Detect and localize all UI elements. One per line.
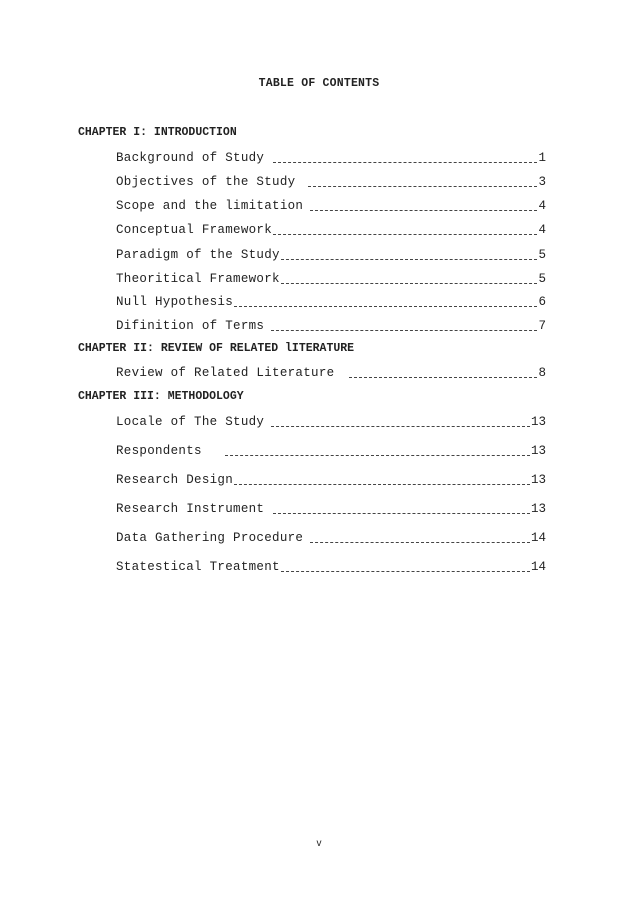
dot-leader bbox=[281, 283, 538, 284]
toc-entry bbox=[116, 443, 546, 459]
toc-entry bbox=[116, 559, 546, 575]
entry-label: Conceptual Framework bbox=[116, 223, 273, 237]
dot-leader bbox=[273, 162, 537, 163]
entry-label: Data Gathering Procedure bbox=[116, 531, 304, 545]
dot-leader bbox=[310, 210, 537, 211]
dot-leader bbox=[234, 484, 530, 485]
entry-label: Null Hypothesis bbox=[116, 295, 234, 309]
toc-entry bbox=[116, 294, 546, 310]
dot-leader bbox=[308, 186, 537, 187]
toc-entry bbox=[116, 472, 546, 488]
entry-label: Theoritical Framework bbox=[116, 272, 280, 286]
dot-leader bbox=[281, 571, 530, 572]
toc-entry bbox=[116, 271, 546, 287]
entry-page: 7 bbox=[538, 319, 546, 333]
entry-page: 13 bbox=[530, 502, 546, 516]
entry-label: Background of Study bbox=[116, 151, 265, 165]
dot-leader bbox=[273, 234, 537, 235]
entry-label: Difinition of Terms bbox=[116, 319, 265, 333]
entry-label: Statestical Treatment bbox=[116, 560, 280, 574]
entry-page: 13 bbox=[530, 415, 546, 429]
entry-page: 6 bbox=[538, 295, 546, 309]
dot-leader bbox=[281, 259, 538, 260]
entry-page: 5 bbox=[538, 248, 546, 262]
toc-entry bbox=[116, 150, 546, 166]
dot-leader bbox=[271, 330, 537, 331]
entry-label: Research Design bbox=[116, 473, 234, 487]
entry-label: Review of Related Literature bbox=[116, 366, 335, 380]
entry-page: 3 bbox=[538, 175, 546, 189]
entry-page: 8 bbox=[538, 366, 546, 380]
chapter-heading-3: CHAPTER III: METHODOLOGY bbox=[78, 390, 244, 403]
toc-title: TABLE OF CONTENTS bbox=[258, 77, 380, 90]
entry-label: Scope and the limitation bbox=[116, 199, 304, 213]
chapter-heading-2: CHAPTER II: REVIEW OF RELATED lITERATURE bbox=[78, 342, 355, 355]
chapter-heading-1: CHAPTER I: INTRODUCTION bbox=[78, 126, 237, 139]
dot-leader bbox=[349, 377, 537, 378]
entry-page: 14 bbox=[530, 560, 546, 574]
dot-leader bbox=[234, 306, 537, 307]
entry-page: 14 bbox=[530, 531, 546, 545]
entry-page: 1 bbox=[538, 151, 546, 165]
entry-label: Research Instrument bbox=[116, 502, 265, 516]
toc-entry bbox=[116, 222, 546, 238]
entry-page: 5 bbox=[538, 272, 546, 286]
toc-entry bbox=[116, 501, 546, 517]
entry-label: Objectives of the Study bbox=[116, 175, 296, 189]
dot-leader bbox=[273, 513, 530, 514]
toc-entry bbox=[116, 198, 546, 214]
dot-leader bbox=[271, 426, 530, 427]
toc-entry bbox=[116, 530, 546, 546]
entry-label: Respondents bbox=[116, 444, 202, 458]
toc-entry bbox=[116, 174, 546, 190]
page-number: v bbox=[316, 838, 322, 849]
dot-leader bbox=[310, 542, 530, 543]
dot-leader bbox=[225, 455, 530, 456]
toc-entry bbox=[116, 247, 546, 263]
entry-page: 4 bbox=[538, 223, 546, 237]
entry-page: 13 bbox=[530, 444, 546, 458]
toc-entry bbox=[116, 365, 546, 381]
entry-page: 13 bbox=[530, 473, 546, 487]
entry-page: 4 bbox=[538, 199, 546, 213]
entry-label: Paradigm of the Study bbox=[116, 248, 280, 262]
toc-entry bbox=[116, 318, 546, 334]
toc-entry bbox=[116, 414, 546, 430]
entry-label: Locale of The Study bbox=[116, 415, 265, 429]
